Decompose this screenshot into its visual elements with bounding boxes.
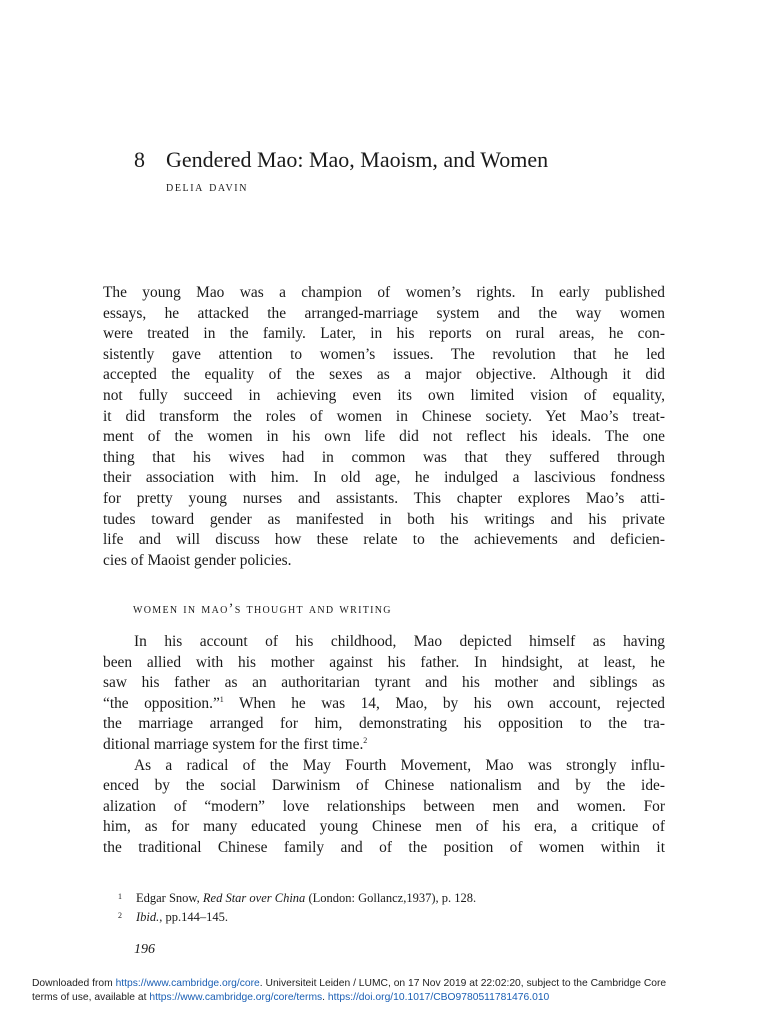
footnote-mark: 2 xyxy=(118,911,122,920)
text-line: cies of Maoist gender policies. xyxy=(103,551,292,569)
footnote xyxy=(118,907,476,926)
terms-link[interactable]: https://www.cambridge.org/core/terms xyxy=(149,992,323,1003)
chapter-title-line xyxy=(134,146,548,174)
footnote-title: Ibid. xyxy=(136,910,160,924)
footnote-title: Red Star over China xyxy=(202,891,306,905)
text-line: sistently gave attention to women’s issues. The revolution that he led xyxy=(103,345,665,363)
chapter-author: delia davin xyxy=(166,180,249,195)
text-line: accepted the equality of the sexes as a major objective. Although it did xyxy=(103,366,665,384)
section-heading: women in mao’s thought and writing xyxy=(133,601,392,617)
text-line: were treated in the family. Later, in his reports on rural areas, he con- xyxy=(103,325,665,343)
doi-link[interactable]: https://doi.org/10.1017/CBO9780511781476.010 xyxy=(327,992,550,1003)
chapter-number: 8 xyxy=(134,147,145,172)
intro-paragraph xyxy=(103,283,665,571)
chapter-heading xyxy=(134,146,548,174)
footnote xyxy=(118,888,476,907)
text-line xyxy=(103,735,665,756)
chapter-title: Gendered Mao: Mao, Maoism, and Women xyxy=(166,147,549,172)
text-line: life and will discuss how these relate to the achievements and deficien- xyxy=(103,531,665,549)
footer-text: . xyxy=(322,992,328,1003)
text-line: enced by the social Darwinism of Chinese nationalism and by the ide- xyxy=(103,777,665,795)
footer-line xyxy=(32,977,752,991)
text-line: In his account of his childhood, Mao depicted himself as having xyxy=(134,633,665,650)
text-line: the traditional Chinese family and of the position of women within it xyxy=(103,838,665,856)
text-line: tudes toward gender as manifested in both his writings and his private xyxy=(103,510,665,528)
download-footer xyxy=(32,977,752,1005)
text-line: their association with him. In old age, he indulged a lascivious fondness xyxy=(103,469,665,487)
text-line: been allied with his mother against his father. In hindsight, at least, he xyxy=(103,653,665,671)
footnote-ref: 2 xyxy=(363,735,368,745)
footnote-text: (London: Gollancz,1937), p. 128. xyxy=(305,891,477,905)
text-fragment: ditional marriage system for the first time. xyxy=(103,735,364,753)
footnote-ref: 1 xyxy=(219,694,224,704)
text-line: saw his father as an authoritarian tyrant and his mother and siblings as xyxy=(103,674,665,692)
text-line: thing that his wives had in common was that they suffered through xyxy=(103,448,665,466)
text-line: alization of “modern” love relationships between men and women. For xyxy=(103,797,665,815)
text-line: the marriage arranged for him, demonstrating his opposition to the tra- xyxy=(103,715,665,733)
page-number: 196 xyxy=(134,942,155,957)
text-line: The young Mao was a champion of women’s rights. In early published xyxy=(103,284,665,301)
footnote-text: Edgar Snow, xyxy=(136,891,203,905)
footnotes xyxy=(118,888,476,926)
text-line: essays, he attacked the arranged-marriage system and the way women xyxy=(103,304,665,322)
text-line: him, as for many educated young Chinese men of his era, a critique of xyxy=(103,818,665,836)
footer-text: . Universiteit Leiden / LUMC, on 17 Nov 2019 at 22:02:20, subject to the Cambridge Core xyxy=(259,978,667,989)
cambridge-core-link[interactable]: https://www.cambridge.org/core xyxy=(115,978,260,989)
text-line: for pretty young nurses and assistants. This chapter explores Mao’s atti- xyxy=(103,489,665,507)
footnote-mark: 1 xyxy=(118,892,122,901)
footer-text: terms of use, available at xyxy=(32,992,150,1003)
footnote-text: , pp.144–145. xyxy=(159,910,229,924)
text-line: As a radical of the May Fourth Movement, Mao was strongly influ- xyxy=(134,756,665,774)
text-fragment: “the opposition.” xyxy=(103,694,220,712)
footer-line xyxy=(32,991,752,1005)
text-line: not fully succeed in achieving even its own limited vision of equality, xyxy=(103,386,665,404)
text-line: ment of the women in his own life did not reflect his ideals. The one xyxy=(103,428,665,446)
section-body xyxy=(103,632,665,859)
text-line: it did transform the roles of women in Chinese society. Yet Mao’s treat- xyxy=(103,407,665,425)
text-line xyxy=(103,694,665,715)
text-fragment: When he was 14, Mao, by his own account, rejected xyxy=(223,694,665,712)
footer-text: Downloaded from xyxy=(32,978,116,989)
